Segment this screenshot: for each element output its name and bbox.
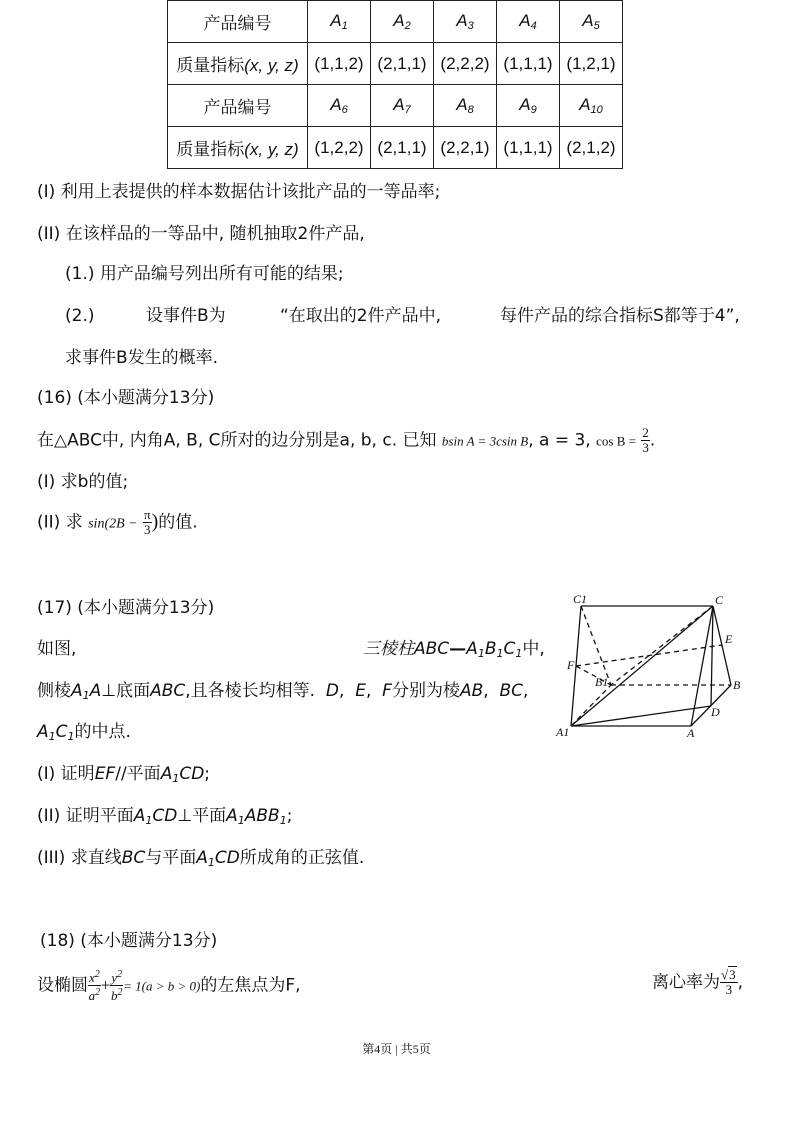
label-d: D [711,705,720,719]
q18-ecc: 离心率为 $\frac{√3}{3}$ , [652,967,744,997]
table-cell: (1,2,2) [308,127,371,169]
q17-part2: (II) 证明平面$A_1CD\perp$平面$A_1ABB_1$; [37,806,293,827]
table-cell: $A_4$ [497,1,560,43]
q15-sub2-d: 求事件B发生的概率. [65,348,219,368]
q16-formula: bsin A = 3csin B [441,433,529,449]
edge-a1b1 [571,685,611,726]
table-row [168,43,623,85]
label-f: F [567,658,575,672]
table-cell: $A_5$ [560,1,623,43]
table-row [168,1,623,43]
label-c1: C1 [573,592,588,606]
q17-line3: $A_1C_1$的中点. [37,722,131,743]
q16-part2: (II) 求 sin(2B − $\frac{\pi}{3}$ )的值. [37,507,198,537]
table-cell: $A_7$ [371,85,434,127]
q18-stem: 设椭圆 $\frac{x^2}{a^2}$ + $\frac{y^2}{b^2}$ = 1(a > b > 0)的左焦点为F, [37,969,301,1003]
q15-sub1: (1.) 用产品编号列出所有可能的结果; [65,264,344,284]
table-header-cell: 质量指标(x, y, z) [168,127,308,169]
q15-sub2-a: 设事件B为 [146,306,226,326]
q17-part3: (III) 求直线BC与平面$A_1CD$所成角的正弦值. [37,848,365,869]
q17-intro-a: 如图, [37,639,77,659]
edge-c1b1 [581,606,611,685]
table-cell: $A_{10}$ [560,85,623,127]
table-cell: $A_6$ [308,85,371,127]
edge-fe [576,645,722,666]
table-cell: (2,2,2) [434,43,497,85]
label-a: A [687,726,695,740]
edge-cb1 [611,606,713,685]
q15-sub2-b: “在取出的2件产品中, [280,306,442,326]
table-cell: $A_8$ [434,85,497,127]
q15-sub2-c: 每件产品的综合指标S都等于4”, [500,306,740,326]
q15-part2: (II) 在该样品的一等品中, 随机抽取2件产品, [37,224,365,244]
table-cell: $A_2$ [371,1,434,43]
q16-header: (16) (本小题满分13分) [37,388,215,408]
fraction: $\frac{2}{3}$ [642,425,649,455]
fraction: $\frac{√3}{3}$ [721,967,736,997]
q16-part1: (I) 求b的值; [37,472,129,492]
label-c: C [715,593,724,607]
fraction: $\frac{y^2}{b^2}$ [111,969,123,1003]
table-header-cell: 产品编号 [168,1,308,43]
prism-figure [553,590,743,740]
table-cell: (1,1,1) [497,127,560,169]
label-b: B [733,678,741,692]
table-header-cell: 产品编号 [168,85,308,127]
q17-part1: (I) 证明EF//平面$A_1CD$; [37,764,211,785]
table-cell: $A_3$ [434,1,497,43]
edge-cd [711,606,713,706]
table-cell: (2,1,2) [560,127,623,169]
q17-line2: 侧棱$A_1A\perp$底面ABC,且各棱长均相等. D, E, F分别为棱AB, BC, [37,681,529,702]
q15-sub2-num: (2.) [65,306,95,326]
table-row [168,85,623,127]
table-cell: (1,1,1) [497,43,560,85]
edge-a1c [571,606,713,726]
fraction: $\frac{\pi}{3}$ [144,507,151,537]
q17-header: (17) (本小题满分13分) [37,598,215,618]
table-cell: $A_9$ [497,85,560,127]
table-cell: (2,1,1) [371,127,434,169]
label-b1: B1 [595,675,609,689]
q16-stem: 在△ABC中, 内角A, B, C所对的边分别是a, b, c. 已知 bsin A = 3csin B, a = 3, cos B = $\frac{2}{3}$ . [37,425,656,455]
fraction: $\frac{x^2}{a^2}$ [88,969,101,1003]
table-header-cell: 质量指标(x, y, z) [168,43,308,85]
page-footer: 第4页 | 共5页 [362,1042,431,1056]
table-cell: (1,1,2) [308,43,371,85]
q18-header: (18) (本小题满分13分) [40,931,218,951]
table-cell: $A_1$ [308,1,371,43]
q15-part1: (I) 利用上表提供的样本数据估计该批产品的一等品率; [37,182,441,202]
table-row [168,127,623,169]
table-cell: (1,2,1) [560,43,623,85]
label-a1: A1 [556,725,570,739]
table-cell: (2,1,1) [371,43,434,85]
label-e: E [725,632,733,646]
table-cell: (2,2,1) [434,127,497,169]
q17-intro-b: 三棱柱$ABC—A_1B_1C_1$中, [363,639,545,660]
quality-table [167,0,623,169]
